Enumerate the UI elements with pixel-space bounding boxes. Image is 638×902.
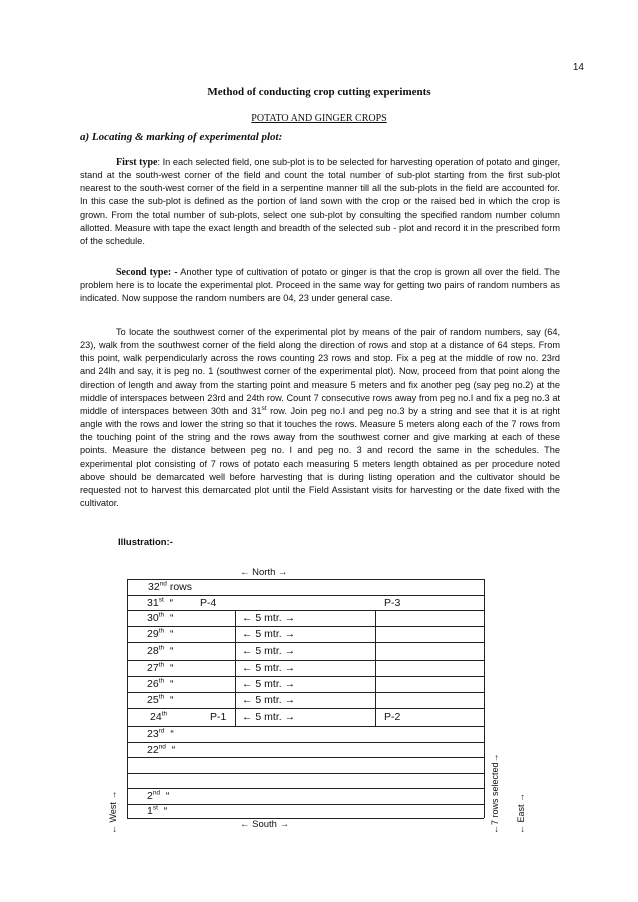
row-label-1: 1st “ (147, 804, 168, 817)
row-length-label: ← 5 mtr. → (242, 694, 296, 706)
grid-line (127, 642, 484, 643)
grid-line (127, 742, 484, 743)
illustration-label: Illustration:- (118, 537, 173, 548)
row-label-32: 32nd rows (148, 580, 193, 593)
peg-p2: P-2 (384, 711, 401, 723)
row-label-25: 25th “ (147, 693, 174, 706)
row-label-22: 22nd “ (147, 743, 176, 756)
row-label-27: 27th “ (147, 661, 174, 674)
locate-text-b: row. Join peg no.I and peg no.3 by a string and see that it is at right angle with the rows and lower the string so that it touches the rows. Measure 5 meters along each of the 7 rows from the touching point of the string and the rows away from the southwest corner and give marking at each of these points. Measure the distance between peg no. I and peg no. 3 and record the same in the schedules. The experimental plot consisting of 7 rows of potato each measuring 5 meters length obtained as per procedure noted above should be demarcated well before harvesting that is during listing operation and the cultivator should be requested not to harvest this demarcated plot until the Field Assistant visits for harvesting or the date fixed with the cultivator. (80, 405, 560, 509)
grid-line (127, 757, 484, 758)
south-label: ← South → (240, 819, 290, 830)
row-label-2: 2nd “ (147, 789, 170, 802)
plot-boundary-east (375, 610, 376, 726)
peg-p4: P-4 (200, 597, 217, 609)
row-length-label: ← 5 mtr. → (242, 628, 296, 640)
grid-line (127, 610, 484, 611)
rows-selected-label: ←7 rows selected→ (490, 753, 500, 834)
grid-line (127, 788, 484, 789)
grid-line (127, 626, 484, 627)
plot-boundary-west (235, 610, 236, 726)
locate-text-a: To locate the southwest corner of the experimental plot by means of the pair of random numbers, say (64, 23), walk from the southwest corner of the field along the direction of rows and stop at a distance of 64 steps. From this point, walk perpendicularly across the rows counting 23 rows and stop. Fix a peg at the middle of row no. 23rd and 24lh and say, it is peg no. 1 (southwest corner of the experimental plot). Now, proceed from that point along the direction of length and away from the starting point and measure 5 meters and fix another peg (say peg no.2) at the middle of interspaces between 23rd and 24th row. Count 7 consecutive rows away from peg no.I and fix a peg no.3 at middle of interspaces between 30th and 31 (80, 327, 560, 416)
second-type-text: Another type of cultivation of potato or ginger is that the crop is grown all over the field. The problem here is to locate the experimental plot. Proceed in the same way for getting two pairs of random numbers as indicated. Now suppose the random numbers are 04, 23 under general case. (80, 267, 560, 304)
row-label-29: 29th “ (147, 627, 174, 640)
north-label: ← North → (240, 567, 288, 578)
row-length-label: ← 5 mtr. → (242, 645, 296, 657)
row-length-label: ← 5 mtr. → (242, 612, 296, 624)
west-label: ← West → (108, 790, 118, 834)
grid-line (127, 708, 484, 709)
row-length-label: ← 5 mtr. → (242, 678, 296, 690)
page-number: 14 (572, 62, 584, 73)
row-label-26: 26th “ (147, 677, 174, 690)
first-type-lead: First type (116, 157, 158, 168)
grid-line (127, 726, 484, 727)
row-label-28: 28th “ (147, 644, 174, 657)
page-title: Method of conducting crop cutting experiments (207, 86, 431, 98)
second-type-lead: Second type: - (116, 267, 178, 278)
grid-line (127, 676, 484, 677)
row-length-label: ← 5 mtr. → (242, 711, 296, 723)
grid-line (127, 579, 128, 818)
section-heading: a) Locating & marking of experimental plot: (80, 131, 283, 143)
row-label-31: 31st “ (147, 596, 174, 609)
grid-line (127, 692, 484, 693)
row-label-24: 24th (150, 710, 168, 723)
grid-line (127, 579, 484, 580)
first-type-text: : In each selected field, one sub-plot is to be selected for harvesting operation of potato and ginger, stand at the south-west corner of the field and count the total number of sub-plot starting from the first sub-plot nearest to the south-west corner of the field in a serpentine manner till all the sub-plots in the field are accounted for. In this case the sub-plot is defined as the portion of land sown with the crop or the raised bed in which the crop is grown. From the total number of sub-plots, select one sub-plot by consulting the specified random number column allotted. Measure with tape the exact length and breadth of the selected sub - plot and record it in the prescribed form of the schedule. (80, 157, 560, 246)
locate-sup: st (261, 404, 267, 412)
peg-p1: P-1 (210, 711, 227, 723)
page-subtitle: POTATO AND GINGER CROPS (251, 113, 387, 124)
grid-line (127, 773, 484, 774)
grid-line (127, 660, 484, 661)
grid-line (127, 595, 484, 596)
row-length-label: ← 5 mtr. → (242, 662, 296, 674)
row-label-23: 23rd “ (147, 727, 174, 740)
grid-line (127, 818, 484, 819)
peg-p3: P-3 (384, 597, 401, 609)
row-label-30: 30th “ (147, 611, 174, 624)
grid-line (484, 579, 485, 818)
grid-line (127, 804, 484, 805)
east-label: ← East → (516, 792, 526, 834)
